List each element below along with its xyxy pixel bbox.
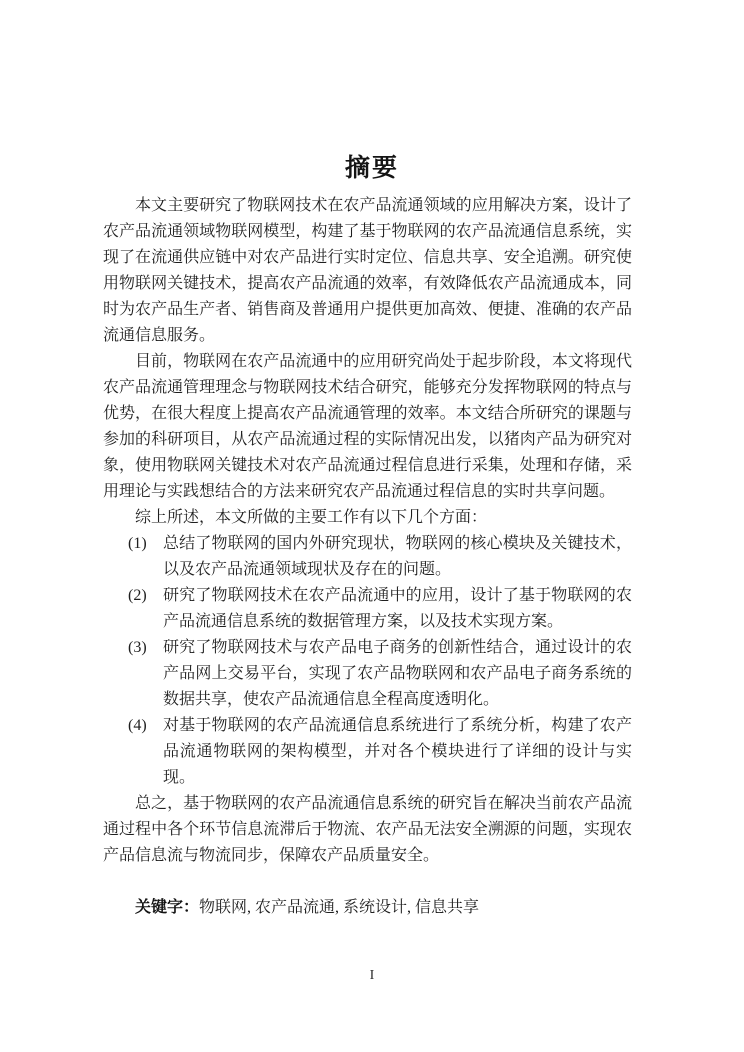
abstract-body [103, 193, 632, 921]
list-item-marker: (1) [128, 535, 147, 552]
work-list [103, 531, 632, 791]
page-number: I [369, 968, 375, 983]
list-item [103, 635, 632, 713]
list-item-marker: (4) [128, 717, 147, 734]
list-item-marker: (2) [128, 587, 147, 604]
list-item-text: 研究了物联网技术在农产品流通中的应用，设计了基于物联网的农产品流通信息系统的数据管理方案，以及技术实现方案。 [163, 587, 632, 630]
abstract-paragraph: 综上所述，本文所做的主要工作有以下几个方面： [135, 509, 488, 526]
abstract-paragraph: 目前，物联网在农产品流通中的应用研究尚处于起步阶段，本文将现代农产品流通管理理念与物联网技术结合研究，能够充分发挥物联网的特点与优势，在很大程度上提高农产品流通管理的效率。本文结合所研究的课题与参加的科研项目，从农产品流通过程的实际情况出发，以猪肉产品为研究对象，使用物联网关键技术对农产品流通过程信息进行采集，处理和存储，采用理论与实践想结合的方法来研究农产品流通过程信息的实时共享问题。 [103, 353, 632, 500]
list-item [103, 713, 632, 791]
list-item-text: 总结了物联网的国内外研究现状，物联网的核心模块及关键技术，以及农产品流通领域现状及存在的问题。 [163, 535, 632, 578]
keywords-label: 关键字： [135, 899, 200, 916]
list-item [103, 531, 632, 583]
abstract-paragraph: 本文主要研究了物联网技术在农产品流通领域的应用解决方案，设计了农产品流通领域物联网模型，构建了基于物联网的农产品流通信息系统，实现了在流通供应链中对农产品进行实时定位、信息共享、安全追溯。研究使用物联网关键技术，提高农产品流通的效率，有效降低农产品流通成本，同时为农产品生产者、销售商及普通用户提供更加高效、便捷、准确的农产品流通信息服务。 [103, 197, 632, 344]
list-item-marker: (3) [128, 639, 147, 656]
page-title: 摘要 [344, 154, 399, 182]
list-item-text: 对基于物联网的农产品流通信息系统进行了系统分析，构建了农产品流通物联网的架构模型，并对各个模块进行了详细的设计与实现。 [163, 717, 632, 786]
keywords-value: 物联网, 农产品流通, 系统设计, 信息共享 [199, 899, 480, 916]
list-item [103, 583, 632, 635]
keywords-line [103, 895, 632, 921]
closing-paragraph: 总之，基于物联网的农产品流通信息系统的研究旨在解决当前农产品流通过程中各个环节信息流滞后于物流、农产品无法安全溯源的问题，实现农产品信息流与物流同步，保障农产品质量安全。 [103, 795, 632, 864]
list-item-text: 研究了物联网技术与农产品电子商务的创新性结合，通过设计的农产品网上交易平台，实现了农产品物联网和农产品电子商务系统的数据共享，使农产品流通信息全程高度透明化。 [163, 639, 632, 708]
